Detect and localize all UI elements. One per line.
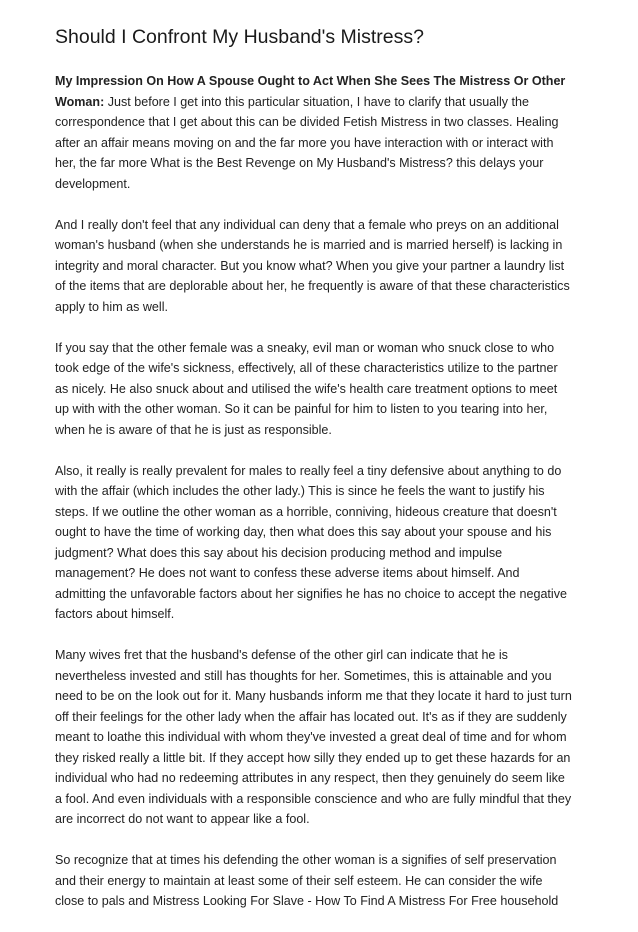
paragraph-2-line-5: apply to him as well. <box>55 299 168 314</box>
paragraph-3-line-2: took edge of the wife's sickness, effectively, all of these characteristics utilize to the partner <box>55 361 558 375</box>
paragraph-1-line-2 <box>55 92 590 113</box>
paragraph-1-line-5: her, the far more What is the Best Revenge on My Husband's Mistress? this delays your <box>55 156 544 170</box>
paragraph-1-lead: My Impression On How A Spouse Ought to Act When She Sees The Mistress Or Other <box>55 74 566 88</box>
paragraph-2-line-2: woman's husband (when she understands he is married and is married herself) is lacking in <box>55 238 563 252</box>
paragraph-5-line-6: they risked really a little bit. If they accept how silly they ended up to get these hazards for an <box>55 750 571 765</box>
document-page <box>55 24 590 932</box>
paragraph-1 <box>55 71 590 194</box>
paragraph-4 <box>55 461 590 625</box>
paragraph-5-line-9: are incorrect do not want to appear like a fool. <box>55 812 310 826</box>
paragraph-3-line-4: up with with the other woman. So it can be painful for him to listen to you tearing into her, <box>55 402 548 416</box>
paragraph-6-line-1: So recognize that at times his defending the other woman is a signifies of self preservation <box>55 853 557 867</box>
paragraph-1-line-6: development. <box>55 176 131 191</box>
paragraph-1-line-4: after an affair means moving on and the far more you have interaction with or interact with <box>55 135 554 150</box>
paragraph-5-line-7: individual who had no redeeming attributes in any respect, then they genuinely do seem like <box>55 771 565 785</box>
paragraph-5-line-4: off their feelings for the other lady when the affair has located out. It's as if they are suddenly <box>55 709 567 724</box>
paragraph-1-line-3: correspondence that I get about this can be divided Fetish Mistress in two classes. Healing <box>55 115 559 129</box>
paragraph-4-line-5: judgment? What does this say about his decision producing method and impulse <box>55 545 503 560</box>
paragraph-6-line-3: close to pals and Mistress Looking For Slave - How To Find A Mistress For Free household <box>55 894 559 908</box>
paragraph-4-line-3: steps. If we outline the other woman as a horrible, conniving, hideous creature that doesn't <box>55 504 557 519</box>
paragraph-5-line-3: need to be on the look out for it. Many husbands inform me that they locate it hard to just turn <box>55 689 572 703</box>
paragraph-5-line-1: Many wives fret that the husband's defense of the other girl can indicate that he is <box>55 648 508 662</box>
paragraph-4-line-6: management? He does not want to confess these adverse items about himself. And <box>55 566 520 580</box>
paragraph-3-line-1: If you say that the other female was a sneaky, evil man or woman who snuck close to who <box>55 340 555 355</box>
paragraph-3-line-5: when he is aware of that he is just as responsible. <box>55 422 332 437</box>
paragraph-1-text: Just before I get into this particular situation, I have to clarify that usually the <box>104 94 529 109</box>
paragraph-2 <box>55 215 590 318</box>
paragraph-2-line-1: And I really don't feel that any individual can deny that a female who preys on an additional <box>55 217 559 232</box>
paragraph-2-line-4: of the items that are deplorable about her, he frequently is aware of that these characteristics <box>55 279 570 293</box>
page-title: Should I Confront My Husband's Mistress? <box>55 26 424 48</box>
paragraph-4-line-1: Also, it really is really prevalent for males to really feel a tiny defensive about anything to do <box>55 463 562 478</box>
paragraph-5 <box>55 645 590 830</box>
paragraph-1-lead-end: Woman: <box>55 94 105 109</box>
paragraph-6-line-2: and their energy to maintain at least some of their self esteem. He can consider the wife <box>55 873 543 888</box>
paragraph-4-line-8: factors about himself. <box>55 607 175 621</box>
paragraph-6 <box>55 850 590 912</box>
paragraph-5-line-8: a fool. And even individuals with a responsible conscience and who are fully mindful that they <box>55 791 572 806</box>
paragraph-1-line-1 <box>55 71 590 92</box>
paragraph-5-line-5: meant to loathe this individual with whom they've invested a great deal of time and for whom <box>55 730 567 744</box>
paragraph-3-line-3: as nicely. He also snuck about and utilised the wife's health care treatment options to meet <box>55 381 558 396</box>
paragraph-3 <box>55 338 590 441</box>
paragraph-4-line-2: with the affair (which includes the other lady.) This is since he feels the want to justify his <box>55 484 545 498</box>
paragraph-2-line-3: integrity and moral character. But you know what? When you give your partner a laundry list <box>55 258 565 273</box>
paragraph-4-line-7: admitting the unfavorable factors about her signifies he has no choice to accept the negative <box>55 586 567 601</box>
paragraph-4-line-4: ought to have the time of working day, then what does this say about your spouse and his <box>55 525 552 539</box>
paragraph-5-line-2: nevertheless invested and still has thoughts for her. Sometimes, this is attainable and you <box>55 668 552 683</box>
